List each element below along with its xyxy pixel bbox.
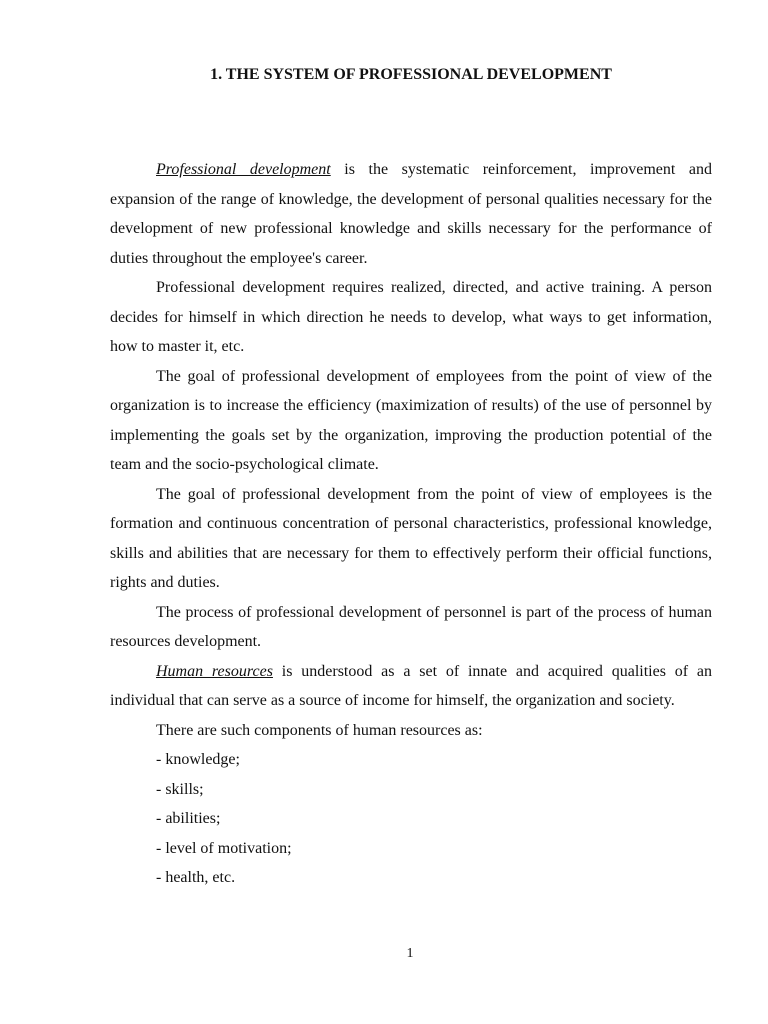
paragraph-organization-goal: The goal of professional development of employees from the point of view of the organization is to increase the efficiency (maximization of results) of the use of personnel by implementing the goals set by the organization, improving the production potential of the team and the socio-psychological climate. xyxy=(110,367,712,473)
list-item: - health, etc. xyxy=(156,869,236,886)
components-list xyxy=(110,745,712,893)
paragraph-process: The process of professional development of personnel is part of the process of human resources development. xyxy=(110,603,712,650)
term-human-resources: Human resources xyxy=(156,662,273,680)
paragraph-employee-goal: The goal of professional development from the point of view of employees is the formation and continuous concentration of personal characteristics, professional knowledge, skills and abilities that are necessary for them to effectively perform their official functions, rights and duties. xyxy=(110,485,712,591)
term-professional-development: Professional development xyxy=(156,161,331,178)
section-title: 1. THE SYSTEM OF PROFESSIONAL DEVELOPMENT xyxy=(210,66,612,83)
list-item: - knowledge; xyxy=(156,751,240,768)
paragraph-training: Professional development requires realized, directed, and active training. A person decides for himself in which direction he needs to develop, what ways to get information, how to master it, etc. xyxy=(110,279,712,355)
paragraph-text: is the systematic reinforcement, improvement and expansion of the range of knowledge, the development of personal qualities necessary for the development of new professional knowledge and skills necessary for the performance of duties throughout the employee's career. xyxy=(110,161,712,267)
list-item: - abilities; xyxy=(156,810,221,827)
paragraph-components-intro: There are such components of human resources as: xyxy=(156,721,483,739)
paragraph-human-resources-definition xyxy=(110,657,712,716)
list-item: - skills; xyxy=(156,780,204,798)
paragraph-professional-development-definition xyxy=(110,155,712,273)
page-number: 1 xyxy=(406,946,414,961)
document-body xyxy=(110,155,712,893)
list-item: - level of motivation; xyxy=(156,839,292,857)
paragraph-text: is understood as a set of innate and acquired qualities of an individual that can serve as a source of income for himself, the organization and society. xyxy=(110,662,712,709)
